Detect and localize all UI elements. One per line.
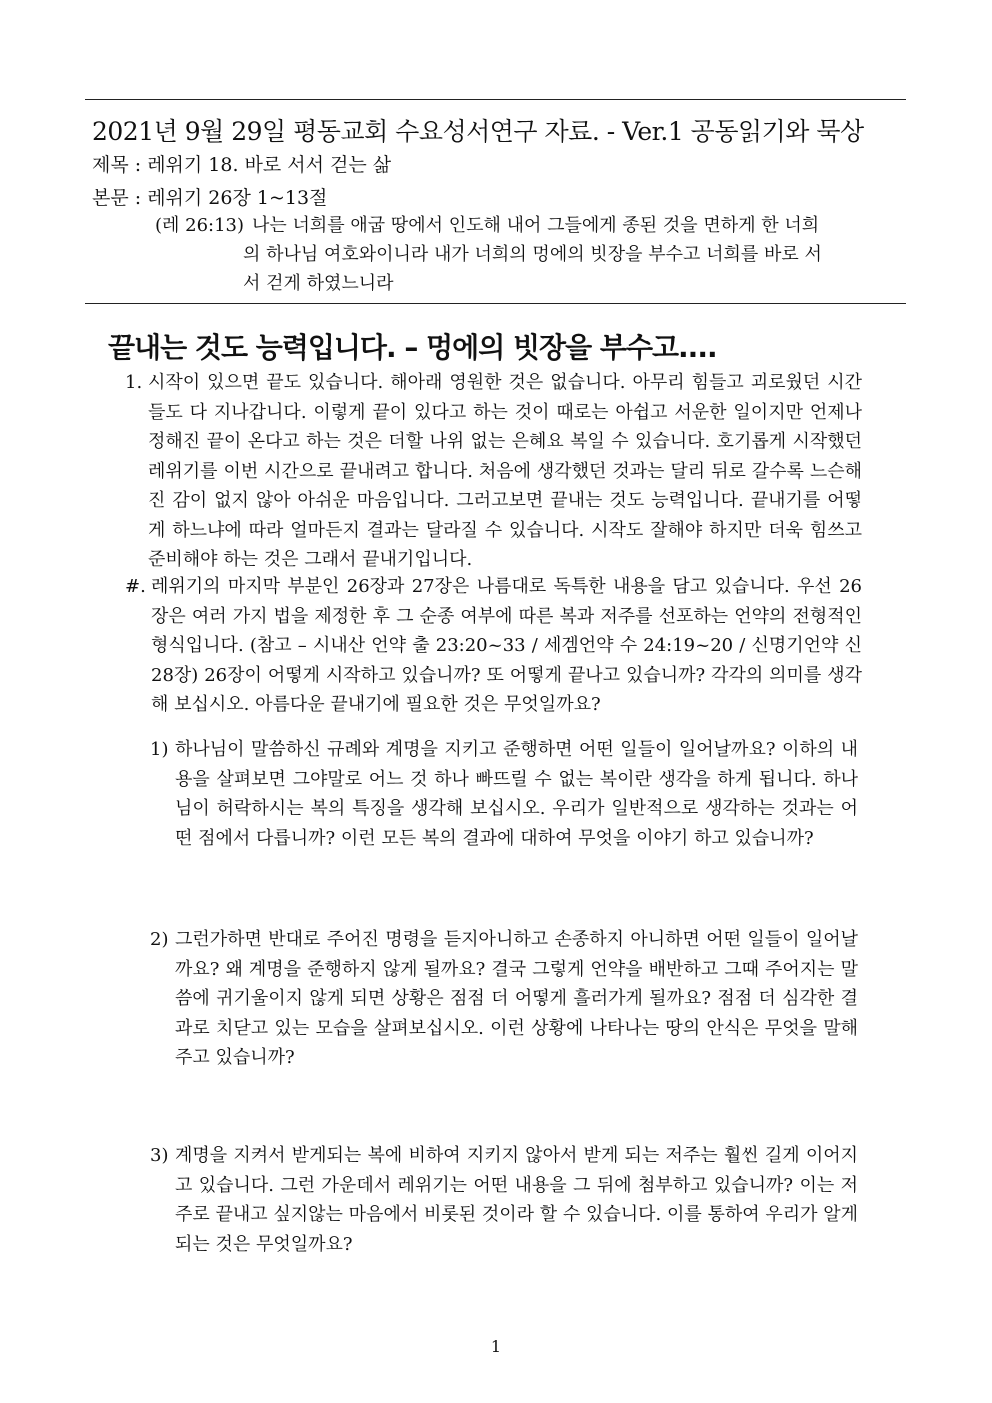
question-text: 하나님이 말씀하신 규례와 계명을 지키고 준행하면 어떤 일들이 일어날까요? 이하의 내용을 살펴보면 그야말로 어느 것 하나 빠뜨릴 수 없는 복이란 생각을 하게 됩니다. 하나님이 허락하시는 복의 특징을 생각해 보십시오. 우리가 일반적으로 생각하는 것과는 어떤 점에서 다릅니까? 이런 모든 복의 결과에 대하여 무엇을 이야기 하고 있습니까? [175,739,858,849]
subject-label: 제목 : [92,154,148,176]
subject-value: 레위기 18. 바로 서서 걷는 삶 [147,154,392,176]
page-number: 1 [490,1337,502,1356]
question-text: 계명을 지켜서 받게되는 복에 비하여 지키지 않아서 받게 되는 저주는 훨씬 길게 이어지고 있습니다. 그런 가운데서 레위기는 어떤 내용을 그 뒤에 첨부하고 있습니까? 이는 저주로 끝내고 싶지않는 마음에서 비롯된 것이라 할 수 있습니다. 이를 통하여 우리가 알게 되는 것은 무엇일까요? [175,1145,858,1255]
paragraph-marker: 1. [125,372,143,393]
question-marker: 3) [150,1145,169,1166]
question-text: 그런가하면 반대로 주어진 명령을 듣지아니하고 손종하지 아니하면 어떤 일들이 일어날까요? 왜 계명을 준행하지 않게 될까요? 결국 그렇게 언약을 배반하고 그때 주어지는 말씀에 귀기울이지 않게 되면 상황은 점점 더 어떻게 흘러가게 될까요? 점점 더 심각한 결과로 치닫고 있는 모습을 살펴보십시오. 이런 상황에 나타나는 땅의 안식은 무엇을 말해주고 있습니까? [175,929,858,1068]
question-marker: 1) [150,739,169,760]
scripture-label: 본문 : [92,187,148,209]
paragraph-text: 시작이 있으면 끝도 있습니다. 해아래 영원한 것은 없습니다. 아무리 힘들고 괴로웠던 시간들도 다 지나갑니다. 이렇게 끝이 있다고 하는 것이 때로는 아쉽고 서운한 일이지만 언제나 정해진 끝이 온다고 하는 것은 더할 나위 없는 은혜요 복일 수 있습니다. 호기롭게 시작했던 레위기를 이번 시간으로 끝내려고 합니다. 처음에 생각했던 것과는 달리 뒤로 갈수록 느슨해 진 감이 없지 않아 아쉬운 마음입니다. 그러고보면 끝내는 것도 능력입니다. 끝내기를 어떻게 하느냐에 따라 얼마든지 결과는 달라질 수 있습니다. 시작도 잘해야 하지만 더욱 힘쓰고 준비해야 하는 것은 그래서 끝내기입니다. [148,372,862,570]
paragraph-text: 레위기의 마지막 부분인 26장과 27장은 나름대로 독특한 내용을 담고 있습니다. 우선 26장은 여러 가지 법을 제정한 후 그 순종 여부에 따른 복과 저주를 선포하는 언약의 전형적인 형식입니다. (참고 – 시내산 언약 출 23:20~33 / 세겜언약 수 24:19~20 / 신명기언약 신 28장) 26장이 어떻게 시작하고 있습니까? 또 어떻게 끝나고 있습니까? 각각의 의미를 생각해 보십시오. 아름다운 끝내기에 필요한 것은 무엇일까요? [151,576,862,715]
scripture-value: 레위기 26장 1~13절 [147,187,328,209]
verse-line: 나는 너희를 애굽 땅에서 인도해 내어 그들에게 종된 것을 면하게 한 너희 [252,215,820,236]
verse-line: 서 걷게 하였느니라 [243,273,394,294]
verse-line: 의 하나님 여호와이니라 내가 너희의 멍에의 빗장을 부수고 너희를 바로 서 [243,244,822,265]
scripture-line [92,183,327,210]
bottom-rule [85,303,906,304]
section-heading: 끝내는 것도 능력입니다. – 멍에의 빗장을 부수고.... [108,331,717,364]
verse-reference: (레 26:13) [155,215,245,236]
document-title: 2021년 9월 29일 평동교회 수요성서연구 자료. - Ver.1 공동읽기와 묵상 [92,117,864,146]
top-rule [85,99,906,100]
question-marker: 2) [150,929,169,950]
paragraph-marker: #. [125,576,146,597]
subject-line [92,150,391,177]
